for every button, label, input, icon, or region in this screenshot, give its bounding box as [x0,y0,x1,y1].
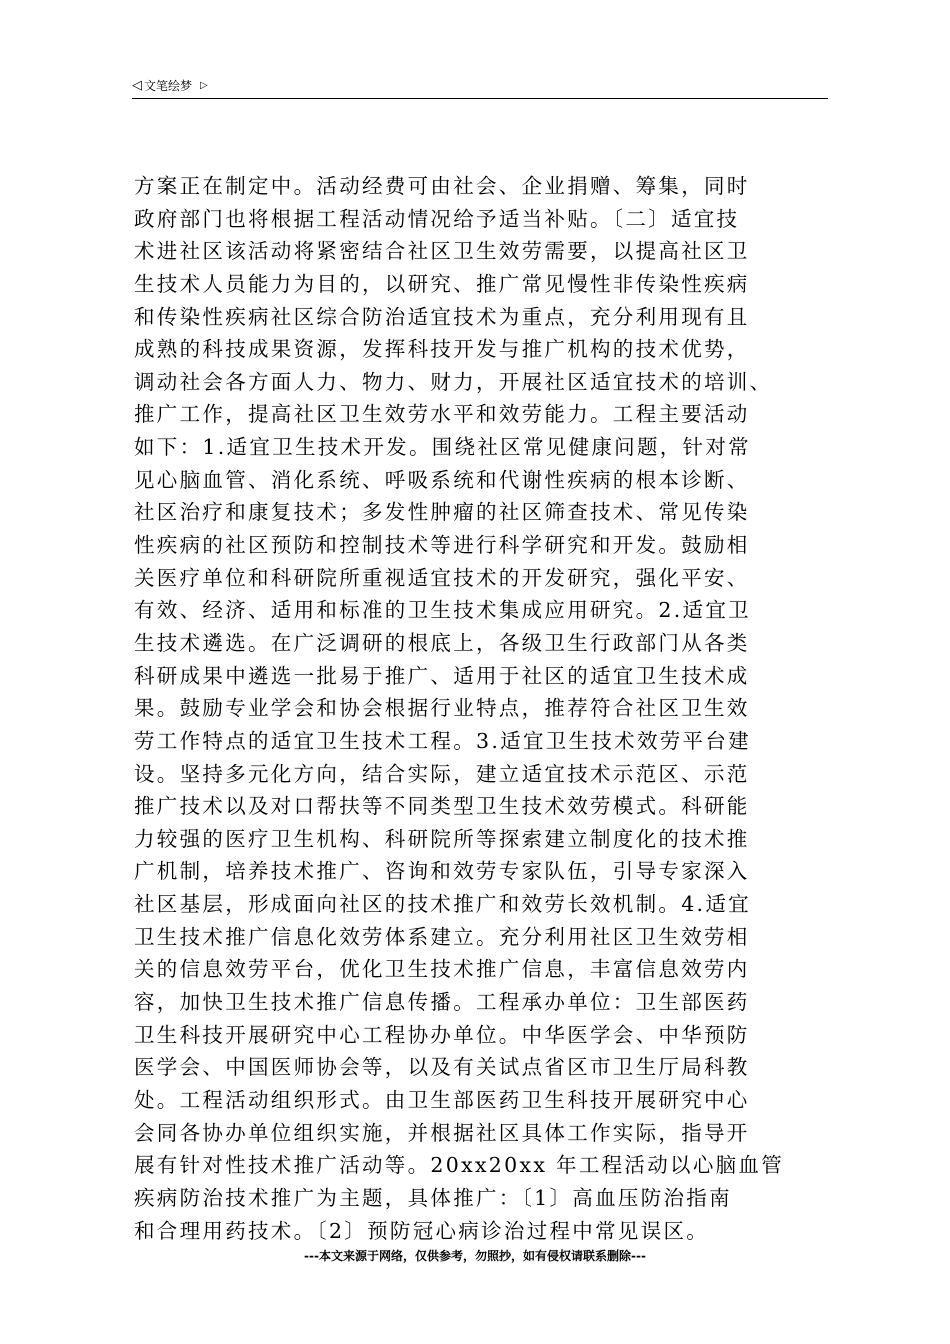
page-header [132,74,828,96]
document-body [134,170,834,1247]
text-line: 科研成果中遴选一批易于推广、适用于社区的适宜卫生技术成 [134,663,750,688]
text-line: 性疾病的社区预防和控制技术等进行科学研究和开发。鼓励相 [134,533,750,558]
triangle-right-icon: ▷ [200,79,208,91]
text-line: 政府部门也将根据工程活动情况给予适当补贴。〔二〕适宜技 [134,206,740,231]
text-line: 和传染性疾病社区综合防治适宜技术为重点，充分利用现有且 [134,304,750,329]
header-divider [132,98,828,99]
text-line: 果。鼓励专业学会和协会根据行业特点，推荐符合社区卫生效 [134,696,750,721]
text-line: 会同各协办单位组织实施，并根据社区具体工作实际，指导开 [134,1120,750,1145]
text-line: 方案正在制定中。活动经费可由社会、企业捐赠、筹集，同时 [134,174,750,198]
text-line: 见心脑血管、消化系统、呼吸系统和代谢性疾病的根本诊断、 [134,467,750,492]
text-line: 卫生科技开展研究中心工程协办单位。中华医学会、中华预防 [134,1022,750,1047]
text-line: 推广工作，提高社区卫生效劳水平和效劳能力。工程主要活动 [134,402,750,427]
text-line: 成熟的科技成果资源，发挥科技开发与推广机构的技术优势， [134,337,750,362]
text-line: 生技术人员能力为目的，以研究、推广常见慢性非传染性疾病 [134,271,750,296]
text-line: 术进社区该活动将紧密结合社区卫生效劳需要，以提高社区卫 [134,239,750,264]
text-line: 关医疗单位和科研院所重视适宜技术的开发研究，强化平安、 [134,565,750,590]
text-line: 力较强的医疗卫生机构、科研院所等探索建立制度化的技术推 [134,826,750,851]
text-line: 生技术遴选。在广泛调研的根底上，各级卫生行政部门从各类 [134,630,750,655]
text-line: 有效、经济、适用和标准的卫生技术集成应用研究。2.适宜卫 [134,598,751,623]
text-line: 社区治疗和康复技术；多发性肿瘤的社区筛查技术、常见传染 [134,500,750,525]
text-line: 推广技术以及对口帮扶等不同类型卫生技术效劳模式。科研能 [134,794,750,819]
text-line: 和合理用药技术。〔2〕预防冠心病诊治过程中常见误区。 [134,1218,710,1243]
text-line: 关的信息效劳平台，优化卫生技术推广信息，丰富信息效劳内 [134,957,750,982]
text-line: 设。坚持多元化方向，结合实际，建立适宜技术示范区、示范 [134,761,750,786]
text-line: 劳工作特点的适宜卫生技术工程。3.适宜卫生技术效劳平台建 [134,728,751,753]
text-line: 疾病防治技术推广为主题，具体推广：〔1〕高血压防治指南 [134,1185,732,1210]
text-line: 卫生技术推广信息化效劳体系建立。充分利用社区卫生效劳相 [134,924,750,949]
text-line: 容，加快卫生技术推广信息传播。工程承办单位：卫生部医药 [134,990,750,1015]
text-line: 医学会、中国医师协会等，以及有关试点省区市卫生厅局科教 [134,1055,750,1080]
text-line: 如下：1.适宜卫生技术开发。围绕社区常见健康问题，针对常 [134,435,751,460]
text-line: 广机制，培养技术推广、咨询和效劳专家队伍，引导专家深入 [134,859,750,884]
text-line: 社区基层，形成面向社区的技术推广和效劳长效机制。4.适宜 [134,892,751,917]
text-line: 调动社会各方面人力、物力、财力，开展社区适宜技术的培训、 [134,369,773,394]
page-footer: ---本文来源于网络，仅供参考，勿照抄，如有侵权请联系删除--- [304,1249,646,1263]
text-line: 展有针对性技术推广活动等。20xx20xx 年工程活动以心脑血管 [134,1153,785,1178]
triangle-left-icon: ◁ [132,77,142,93]
header-title: 文笔绘梦 [144,78,193,93]
text-line: 处。工程活动组织形式。由卫生部医药卫生科技开展研究中心 [134,1087,750,1112]
